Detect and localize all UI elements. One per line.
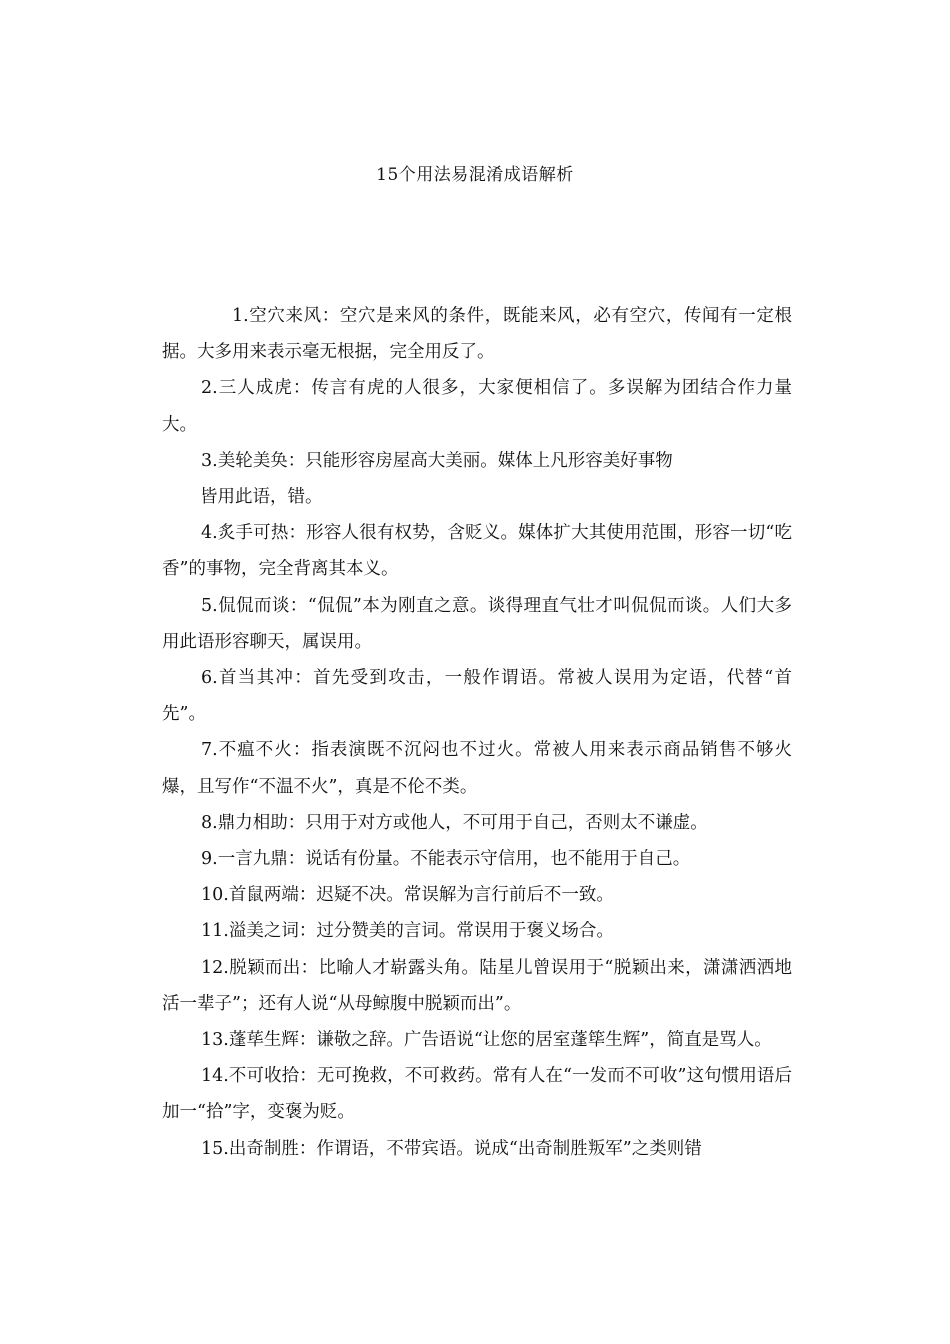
paragraph-item-3-line-1: 3.美轮美奂：只能形容房屋高大美丽。媒体上凡形容美好事物 [201, 450, 673, 471]
paragraph-item-3 [162, 443, 792, 515]
paragraph-item-8: 8.鼎力相助：只用于对方或他人，不可用于自己，否则太不谦虚。 [201, 812, 708, 833]
paragraph-item-7: 7.不瘟不火：指表演既不沉闷也不过火。常被人用来表示商品销售不够火爆，且写作“不温不火”，真是不伦不类。 [162, 740, 792, 797]
paragraph-item-14: 14.不可收拾：无可挽救，不可救药。常有人在“一发而不可收”这句惯用语后加一“拾”字，变褒为贬。 [162, 1066, 792, 1123]
paragraph-item-13: 13.蓬荜生辉：谦敬之辞。广告语说“让您的居室蓬筚生辉”，简直是骂人。 [201, 1030, 772, 1051]
paragraph-item-4: 4.炙手可热：形容人很有权势，含贬义。媒体扩大其使用范围，形容一切“吃香”的事物，完全背离其本义。 [162, 523, 792, 580]
paragraph-item-15: 15.出奇制胜：作谓语，不带宾语。说成“出奇制胜叛军”之类则错 [201, 1138, 702, 1159]
paragraph-item-10: 10.首鼠两端：迟疑不决。常误解为言行前后不一致。 [201, 885, 614, 906]
paragraph-item-6: 6.首当其冲：首先受到攻击，一般作谓语。常被人误用为定语，代替“首先”。 [162, 668, 792, 725]
paragraph-item-12: 12.脱颖而出：比喻人才崭露头角。陆星儿曾误用于“脱颖出来，潇潇洒洒地活一辈子”；还有人说“从母鲸腹中脱颖而出”。 [162, 957, 792, 1014]
paragraph-item-11: 11.溢美之词：过分赞美的言词。常误用于褒义场合。 [201, 921, 614, 942]
paragraph-item-1: 1.空穴来风：空穴是来风的条件，既能来风，必有空穴，传闻有一定根据。大多用来表示毫无根据，完全用反了。 [162, 306, 792, 363]
paragraph-item-3-line-2: 皆用此语，错。 [200, 487, 323, 508]
paragraph-item-5: 5.侃侃而谈：“侃侃”本为刚直之意。谈得理直气壮才叫侃侃而谈。人们大多用此语形容聊天，属误用。 [162, 595, 792, 652]
document-body [162, 298, 792, 1167]
paragraph-item-2: 2.三人成虎：传言有虎的人很多，大家便相信了。多误解为团结合作力量大。 [162, 378, 792, 435]
paragraph-item-9: 9.一言九鼎：说话有份量。不能表示守信用，也不能用于自己。 [201, 849, 691, 870]
document-title: 15个用法易混淆成语解析 [376, 165, 574, 185]
